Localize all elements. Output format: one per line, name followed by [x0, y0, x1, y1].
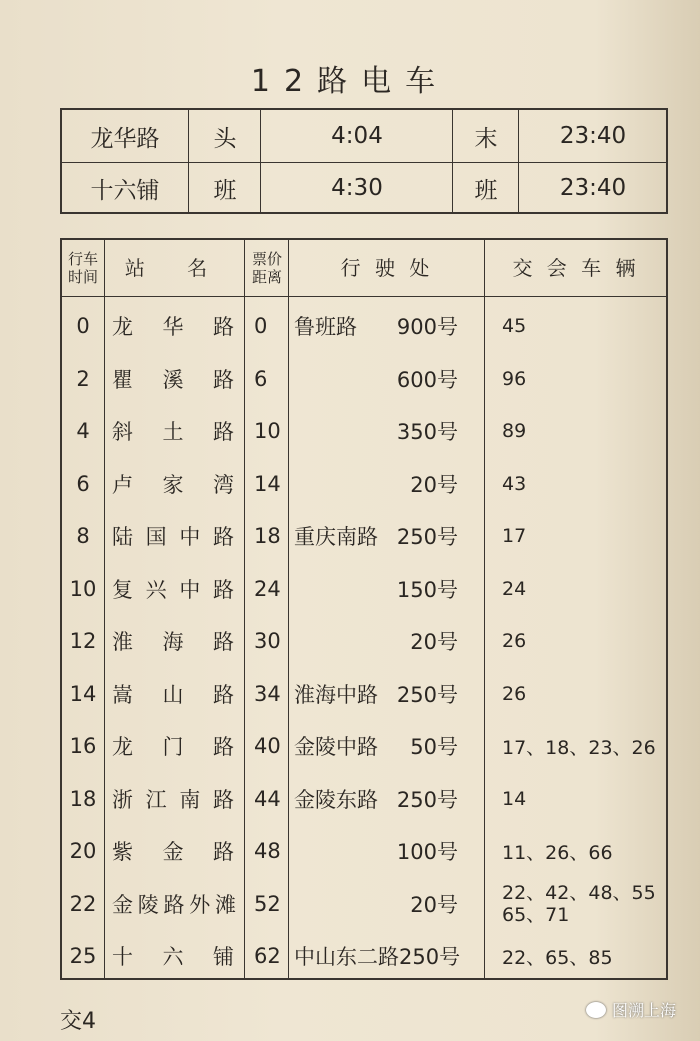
first-time-start: 4:04	[331, 123, 383, 149]
row-via	[290, 773, 464, 825]
row-station	[108, 563, 240, 615]
row-station	[108, 878, 240, 930]
via-number: 250号	[396, 525, 458, 549]
station-char: 十	[112, 945, 135, 969]
transfer-lines: 14	[502, 787, 527, 810]
row-time: 20	[69, 839, 97, 863]
row-transfer	[498, 563, 672, 615]
row-via	[290, 825, 464, 877]
transfer-lines: 43	[502, 472, 527, 495]
station-char: 龙	[112, 315, 135, 339]
first-bus-label-1: 头	[213, 125, 237, 152]
transfer-lines: 89	[502, 420, 527, 442]
station-char: 龙	[112, 735, 135, 759]
row-station	[108, 405, 240, 457]
station-char: 路	[163, 892, 185, 917]
row-transfer	[498, 300, 672, 352]
transfer-lines-cont: 65、71	[502, 903, 570, 926]
row-fare: 14	[254, 471, 281, 496]
station-char: 复	[112, 577, 135, 602]
row-transfer	[498, 825, 672, 877]
row-time: 8	[76, 524, 90, 548]
first-bus-label-2: 班	[213, 177, 237, 204]
station-char: 兴	[145, 577, 169, 602]
via-road: 重庆南路	[294, 525, 378, 549]
stops-table	[60, 238, 668, 980]
via-number: 20号	[410, 472, 458, 497]
first-time-end: 4:30	[331, 175, 383, 201]
station-char: 外	[189, 892, 211, 917]
col-header-station: 站 名	[124, 256, 226, 280]
row-via	[290, 300, 464, 352]
station-char: 路	[213, 315, 236, 339]
via-number: 900号	[396, 315, 458, 339]
via-number: 250号	[396, 787, 458, 812]
station-char: 斜	[112, 420, 135, 444]
row-time: 6	[76, 471, 90, 496]
row-fare: 48	[254, 839, 281, 863]
table-row	[62, 300, 666, 352]
via-road: 鲁班路	[294, 315, 357, 339]
table-row	[62, 668, 666, 720]
col-header-time: 行车时间	[67, 250, 98, 286]
row-time: 12	[69, 629, 97, 653]
row-transfer	[498, 668, 672, 720]
row-fare: 18	[254, 524, 281, 548]
row-fare: 40	[254, 734, 281, 758]
row-fare: 62	[254, 944, 281, 968]
station-char: 路	[213, 840, 236, 864]
station-char: 海	[162, 630, 186, 654]
row-time: 14	[69, 681, 97, 706]
page-title: 12路电车	[250, 64, 450, 99]
table-row	[62, 878, 666, 930]
station-char: 路	[212, 525, 236, 549]
station-char: 紫	[112, 840, 135, 864]
station-char: 土	[162, 420, 186, 444]
table-row	[62, 720, 666, 772]
last-bus-label-1: 末	[474, 125, 498, 152]
table-row	[62, 510, 666, 562]
row-station	[108, 353, 240, 405]
station-char: 中	[179, 525, 203, 549]
via-road: 金陵中路	[294, 735, 378, 759]
station-char: 门	[162, 735, 186, 759]
row-time: 10	[69, 576, 97, 601]
row-transfer	[498, 353, 672, 405]
station-char: 路	[213, 735, 236, 759]
station-char: 铺	[213, 945, 236, 969]
transfer-lines: 24	[502, 577, 527, 600]
page-footer: 交4	[60, 1009, 96, 1034]
row-fare: 44	[254, 786, 281, 811]
station-char: 滩	[215, 892, 236, 917]
table-row	[62, 930, 666, 982]
via-number: 20号	[410, 892, 458, 917]
transfer-lines: 45	[502, 315, 527, 337]
row-time: 4	[76, 419, 90, 443]
start-station: 龙华路	[90, 125, 160, 152]
station-char: 淮	[112, 630, 135, 654]
transfer-lines: 96	[502, 367, 527, 390]
row-time: 16	[69, 734, 97, 758]
row-via	[290, 353, 464, 405]
table-row	[62, 773, 666, 825]
table-row	[62, 825, 666, 877]
station-char: 陵	[137, 892, 159, 917]
station-char: 瞿	[112, 367, 135, 392]
station-char: 金	[162, 840, 186, 864]
row-transfer	[498, 458, 672, 510]
row-fare: 10	[254, 419, 281, 443]
row-fare: 24	[254, 576, 281, 601]
station-char: 国	[145, 525, 169, 549]
row-via	[290, 405, 464, 457]
row-transfer	[498, 773, 672, 825]
via-number: 600号	[396, 367, 458, 392]
row-station	[108, 615, 240, 667]
transfer-lines: 22、42、48、55	[502, 881, 656, 904]
via-number: 350号	[396, 420, 458, 444]
station-char: 江	[145, 787, 169, 812]
station-char: 路	[212, 577, 236, 602]
row-via	[290, 878, 464, 930]
row-fare: 0	[254, 314, 268, 338]
end-station: 十六铺	[90, 177, 160, 204]
row-station	[108, 668, 240, 720]
last-time-start: 23:40	[559, 123, 627, 149]
via-number: 20号	[410, 630, 458, 654]
via-number: 50号	[410, 735, 458, 759]
row-station	[108, 930, 240, 982]
row-time: 0	[76, 314, 90, 338]
row-fare: 34	[254, 681, 281, 706]
col-header-via: 行 驶 处	[340, 256, 434, 280]
table-row	[62, 405, 666, 457]
row-transfer	[498, 878, 672, 930]
row-station	[108, 510, 240, 562]
transfer-lines: 11、26、66	[502, 841, 613, 864]
table-row	[62, 615, 666, 667]
transfer-lines: 17、18、23、26	[502, 736, 656, 759]
last-time-end: 23:40	[559, 175, 627, 201]
row-via	[290, 720, 464, 772]
via-number: 250号	[399, 945, 461, 969]
station-char: 山	[162, 682, 186, 707]
row-via	[290, 510, 464, 562]
row-transfer	[498, 405, 672, 457]
transfer-lines: 26	[502, 630, 527, 652]
row-station	[108, 720, 240, 772]
via-road: 金陵东路	[294, 787, 378, 812]
station-char: 浙	[112, 787, 135, 812]
row-transfer	[498, 930, 672, 982]
station-char: 溪	[162, 367, 186, 392]
station-char: 路	[213, 682, 236, 707]
schedule-header-table	[60, 108, 668, 214]
station-char: 湾	[213, 472, 236, 497]
row-transfer	[498, 510, 672, 562]
row-station	[108, 458, 240, 510]
via-number: 100号	[396, 840, 458, 864]
row-via	[290, 930, 464, 982]
row-time: 18	[69, 786, 97, 811]
transfer-lines: 26	[502, 682, 527, 705]
row-station	[108, 825, 240, 877]
station-char: 中	[179, 577, 203, 602]
station-char: 南	[179, 787, 203, 812]
station-char: 路	[212, 787, 236, 812]
via-road: 淮海中路	[294, 682, 378, 707]
row-via	[290, 563, 464, 615]
chat-bubble-icon	[586, 1002, 606, 1018]
row-via	[290, 615, 464, 667]
transfer-lines: 22、65、85	[502, 946, 613, 969]
row-via	[290, 458, 464, 510]
row-fare: 52	[254, 891, 281, 916]
station-char: 六	[162, 945, 186, 969]
row-via	[290, 668, 464, 720]
station-char: 家	[162, 472, 186, 497]
col-header-fare: 票价距离	[251, 250, 282, 286]
row-station	[108, 300, 240, 352]
station-char: 嵩	[112, 682, 135, 707]
via-number: 250号	[396, 682, 458, 707]
transfer-lines: 17	[502, 525, 527, 547]
row-station	[108, 773, 240, 825]
station-char: 金	[112, 892, 133, 917]
watermark-text: 图溯上海	[612, 1001, 677, 1020]
row-transfer	[498, 720, 672, 772]
via-road: 中山东二路	[294, 945, 399, 969]
row-transfer	[498, 615, 672, 667]
station-char: 卢	[112, 472, 135, 497]
station-char: 路	[213, 420, 236, 444]
row-time: 2	[76, 366, 90, 391]
table-row	[62, 563, 666, 615]
station-char: 华	[162, 315, 186, 339]
row-fare: 30	[254, 629, 281, 653]
table-row	[62, 353, 666, 405]
station-char: 路	[213, 630, 236, 654]
row-fare: 6	[254, 366, 268, 391]
last-bus-label-2: 班	[474, 177, 498, 204]
station-char: 陆	[112, 525, 135, 549]
table-row	[62, 458, 666, 510]
station-char: 路	[213, 367, 236, 392]
via-number: 150号	[396, 577, 458, 602]
row-time: 22	[69, 891, 97, 916]
col-header-transfer: 交 会 车 辆	[512, 256, 640, 280]
watermark	[586, 998, 676, 1021]
row-time: 25	[69, 944, 97, 968]
